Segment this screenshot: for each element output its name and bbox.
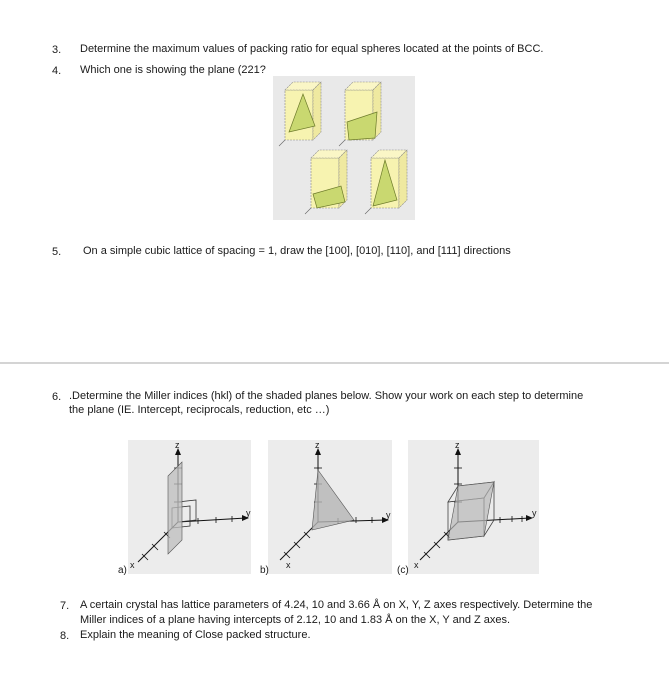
q6a-y-label: y xyxy=(246,508,251,518)
q6b-z-label: z xyxy=(315,440,320,450)
q4-number: 4. xyxy=(52,65,62,77)
q6b-y-label: y xyxy=(386,510,391,520)
q3-text: Determine the maximum values of packing ratio for equal spheres located at the points of BCC. xyxy=(80,43,544,55)
q7-number: 7. xyxy=(60,600,70,612)
plane-diagram-a xyxy=(128,440,251,574)
q4-cells-illustration xyxy=(273,76,415,220)
q3-number: 3. xyxy=(52,44,62,56)
q6-text-line2: the plane (IE. Intercept, reciprocals, reduction, etc …) xyxy=(69,404,330,416)
q6a-z-label: z xyxy=(175,440,180,450)
q6-label-b: b) xyxy=(260,565,269,576)
q5-text: On a simple cubic lattice of spacing = 1, draw the [100], [010], [110], and [111] directions xyxy=(83,245,511,257)
q6c-y-label: y xyxy=(532,508,537,518)
q8-number: 8. xyxy=(60,630,70,642)
q6-figure-a xyxy=(128,440,251,574)
q6-text-line1: .Determine the Miller indices (hkl) of the shaded planes below. Show your work on each step to determine xyxy=(69,390,584,402)
q6-label-c: (c) xyxy=(397,565,409,576)
q8-text: Explain the meaning of Close packed structure. xyxy=(80,629,311,641)
q4-figure-panel xyxy=(273,76,415,220)
q6-label-a: a) xyxy=(118,565,127,576)
q6-number: 6. xyxy=(52,391,62,403)
section-divider xyxy=(0,362,669,364)
q6b-x-label: x xyxy=(286,560,291,570)
q6c-z-label: z xyxy=(455,440,460,450)
plane-diagram-b xyxy=(268,440,392,574)
q5-number: 5. xyxy=(52,246,62,258)
q7-text-line2: Miller indices of a plane having intercepts of 2.12, 10 and 1.83 Å on the X, Y and Z axes. xyxy=(80,614,511,626)
q6c-x-label: x xyxy=(414,560,419,570)
plane-diagram-c xyxy=(408,440,539,574)
q7-text-line1: A certain crystal has lattice parameters of 4.24, 10 and 3.66 Å on X, Y, Z axes respectively. Determine the xyxy=(80,599,593,611)
q6-figure-b xyxy=(268,440,392,574)
q6-figure-c xyxy=(408,440,539,574)
q4-text: Which one is showing the plane (221? xyxy=(80,64,266,76)
q6a-x-label: x xyxy=(130,560,135,570)
